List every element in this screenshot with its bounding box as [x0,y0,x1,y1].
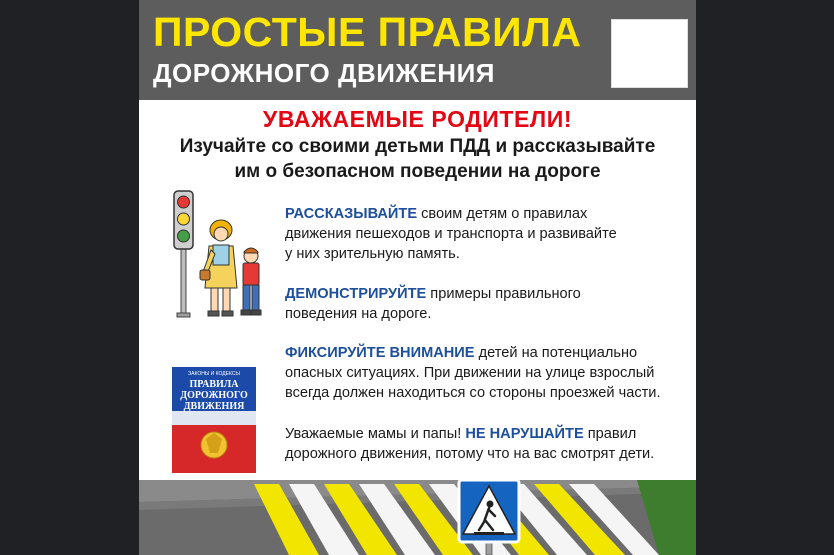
road-crosswalk [139,480,696,555]
paragraph-demonstrate [285,284,695,324]
paragraph-tell [285,204,695,264]
paragraph-attention-line-2: опасных ситуациях. При движении на улице взрослый [285,365,655,381]
paragraph-dont-break-text: правил [583,426,637,442]
book-title-line-1: ПРАВИЛА [189,379,239,390]
traffic-light-icon [174,191,193,317]
paragraph-dont-break [285,424,695,464]
poster-subtitle: ДОРОЖНОГО ДВИЖЕНИЯ [153,58,495,88]
intro-line-1: Изучайте со своими детьми ПДД и рассказывайте [179,136,656,157]
paragraph-dont-break-prefix: Уважаемые мамы и папы! [285,426,466,442]
keyword-demonstrate: ДЕМОНСТРИРУЙТЕ [285,286,427,302]
keyword-attention: ФИКСИРУЙТЕ ВНИМАНИЕ [285,345,475,361]
paragraph-attention-line-3: всегда должен находиться со стороны проезжей части. [285,385,661,401]
poster-title: ПРОСТЫЕ ПРАВИЛА [153,9,582,55]
poster [139,0,696,555]
paragraph-tell-line-2: движения пешеходов и транспорта и развивайте [285,226,617,242]
header-banner [139,0,696,100]
book-series-label: ЗАКОНЫ И КОДЕКСЫ [188,371,240,377]
paragraph-attention [285,343,695,403]
mother-and-child-icon [173,190,273,326]
paragraph-attention-text: детей на потенциально [474,345,638,361]
book-title-line-2: ДОРОЖНОГО [180,390,248,401]
paragraph-dont-break-line-2: дорожного движения, потому что на вас смотрят дети. [285,446,655,462]
paragraph-demonstrate-text: примеры правильного [426,286,581,302]
paragraph-tell-text: своим детям о правилах [417,206,588,222]
rules-book-icon [172,367,256,473]
book-title-line-3: ДВИЖЕНИЯ [183,401,245,412]
parents-heading: УВАЖАЕМЫЕ РОДИТЕЛИ! [262,106,573,132]
qr-code-placeholder [611,19,688,88]
keyword-dont-break: НЕ НАРУШАЙТЕ [465,426,584,442]
intro-line-2: им о безопасном поведении на дороге [234,161,601,182]
paragraph-demonstrate-line-2: поведения на дороге. [285,306,432,322]
paragraph-tell-line-3: у них зрительную память. [285,246,460,262]
keyword-tell: РАССКАЗЫВАЙТЕ [285,206,418,222]
